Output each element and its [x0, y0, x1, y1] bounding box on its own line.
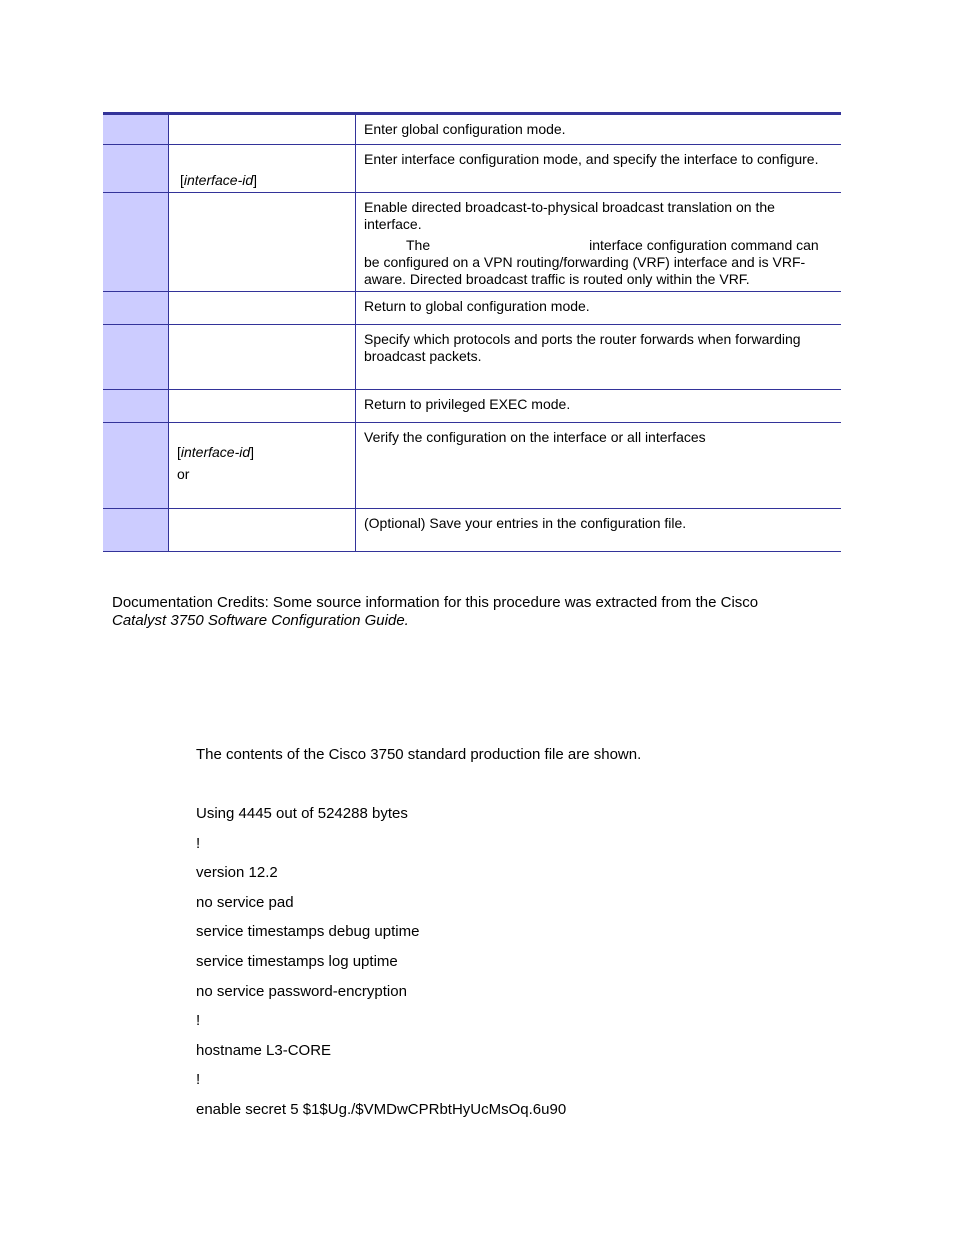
config-line: Using 4445 out of 524288 bytes: [196, 805, 408, 822]
command-cell: [169, 390, 356, 423]
config-line: !: [196, 1012, 201, 1029]
command-cell: [169, 292, 356, 325]
purpose-text: Return to privileged EXEC mode.: [364, 396, 571, 412]
credits-book-title: Catalyst 3750 Software Configuration Guide.: [112, 612, 409, 629]
purpose-cell: [356, 292, 842, 325]
config-line: no service password-encryption: [196, 983, 407, 1000]
command-cell: [169, 423, 356, 509]
table-row: [103, 292, 841, 325]
table-row: [103, 145, 841, 193]
note-prefix: The: [406, 237, 431, 253]
step-cell: [103, 509, 169, 552]
config-line: !: [196, 1071, 201, 1088]
command-or: or: [177, 466, 190, 482]
purpose-text: Verify the configuration on the interface or all interfaces: [364, 429, 706, 445]
purpose-cell: [356, 193, 842, 292]
table-row: [103, 193, 841, 292]
command-cell: [169, 325, 356, 390]
config-line: !: [196, 835, 201, 852]
purpose-cell: [356, 114, 842, 145]
purpose-text: Enable directed broadcast-to-physical broadcast translation on the interface.: [364, 199, 775, 232]
note-text-2: can be configured on a VPN routing/forwarding (VRF) interface and is VRF-aware. Directed broadcast traffic is routed only within the VRF.: [364, 237, 819, 287]
command-param-line: [interface-id]: [180, 172, 258, 188]
command-table: [103, 112, 841, 552]
config-line: service timestamps log uptime: [196, 953, 398, 970]
table-row: [103, 390, 841, 423]
purpose-note: [364, 237, 833, 288]
command-cell: [169, 193, 356, 292]
command-cell: [169, 509, 356, 552]
command-param: interface-id: [183, 172, 254, 188]
config-line: no service pad: [196, 894, 294, 911]
credits-text: Documentation Credits: Some source information for this procedure was extracted from the Cisco: [112, 594, 759, 611]
step-cell: [103, 114, 169, 145]
command-cell: [169, 114, 356, 145]
table-row: [103, 325, 841, 390]
step-cell: [103, 145, 169, 193]
table-row: [103, 423, 841, 509]
config-line: service timestamps debug uptime: [196, 923, 420, 940]
note-text-1: interface configuration command: [589, 237, 793, 253]
step-cell: [103, 390, 169, 423]
table-row: [103, 114, 841, 145]
command-param-line: [interface-id]: [177, 444, 255, 460]
purpose-cell: [356, 509, 842, 552]
step-cell: [103, 292, 169, 325]
documentation-credits: [112, 594, 832, 630]
config-line: enable secret 5 $1$Ug./$VMDwCPRbtHyUcMsOq.6u90: [196, 1101, 567, 1118]
purpose-text: Enter global configuration mode.: [364, 121, 566, 137]
step-cell: [103, 423, 169, 509]
step-cell: [103, 325, 169, 390]
purpose-cell: [356, 423, 842, 509]
purpose-cell: [356, 145, 842, 193]
purpose-text: (Optional) Save your entries in the configuration file.: [364, 515, 687, 531]
step-cell: [103, 193, 169, 292]
config-line: version 12.2: [196, 864, 278, 881]
purpose-text: Enter interface configuration mode, and specify the interface to configure.: [364, 151, 819, 167]
command-cell: [169, 145, 356, 193]
config-line: hostname L3-CORE: [196, 1042, 332, 1059]
purpose-text: Specify which protocols and ports the router forwards when forwarding broadcast packets.: [364, 331, 801, 364]
intro-text: The contents of the Cisco 3750 standard production file are shown.: [196, 746, 642, 763]
purpose-cell: [356, 390, 842, 423]
command-param: interface-id: [180, 444, 251, 460]
purpose-text: Return to global configuration mode.: [364, 298, 590, 314]
purpose-cell: [356, 325, 842, 390]
table-row: [103, 509, 841, 552]
